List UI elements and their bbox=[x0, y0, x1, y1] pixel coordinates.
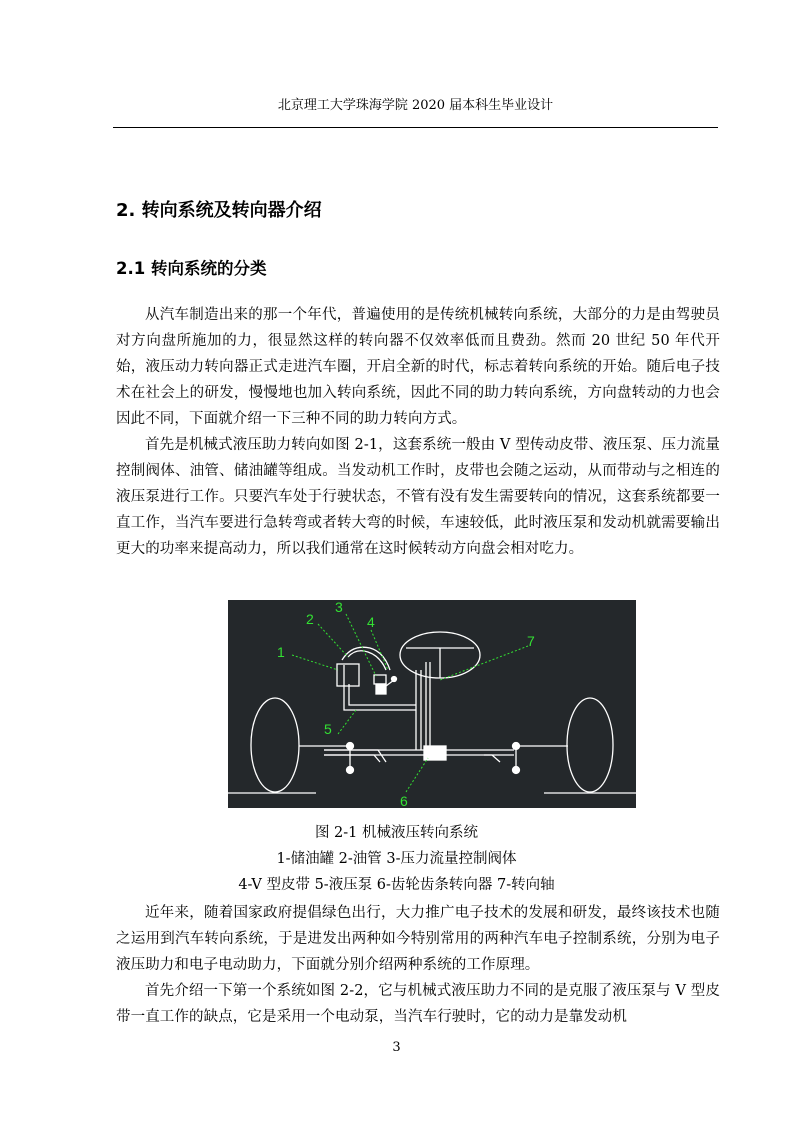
subsection-heading: 2.1 转向系统的分类 bbox=[116, 259, 267, 278]
label-4: 4 bbox=[367, 614, 375, 630]
paragraph-1: 从汽车制造出来的那一个年代，普遍使用的是传统机械转向系统，大部分的力是由驾驶员对方向盘所施加的力，很显然这样的转向器不仅效率低而且费劲。然而 20 世纪 50 年代开始，液压动力转向器正式走进汽车圈，开启全新的时代，标志着转向系统的开始。随后电子技术在社会上的研发，慢慢地也加入转向系统，因此不同的助力转向系统，方向盘转动的力也会因此不同，下面就介绍一下三种不同的助力转向方式。 bbox=[116, 307, 720, 427]
page-number: 3 bbox=[392, 1040, 401, 1055]
tie-rod-joint-left bbox=[347, 743, 354, 750]
section-heading: 2. 转向系统及转向器介绍 bbox=[116, 200, 322, 221]
paragraph-4: 首先介绍一下第一个系统如图 2-2，它与机械式液压助力不同的是克服了液压泵与 V 型皮带一直工作的缺点，它是采用一个电动泵，当汽车行驶时，它的动力是靠发动机 bbox=[116, 983, 720, 1025]
label-3: 3 bbox=[335, 600, 343, 615]
tie-rod-joint-right bbox=[513, 743, 520, 750]
figure-legend-line-2: 4-V 型皮带 5-液压泵 6-齿轮齿条转向器 7-转向轴 bbox=[238, 877, 555, 893]
paragraph-3: 近年来，随着国家政府提倡绿色出行，大力推广电子技术的发展和研发，最终该技术也随之运用到汽车转向系统，于是进发出两种如今特别常用的两种汽车电子控制系统，分别为电子液压助力和电子电动助力，下面就分别介绍两种系统的工作原理。 bbox=[116, 905, 720, 973]
figure-legend-line-1: 1-储油罐 2-油管 3-压力流量控制阀体 bbox=[276, 851, 517, 867]
knuckle-joint-right bbox=[513, 767, 520, 774]
label-5: 5 bbox=[324, 721, 332, 737]
page-header: 北京理工大学珠海学院 2020 届本科生毕业设计 bbox=[277, 98, 554, 113]
label-1: 1 bbox=[277, 644, 285, 660]
paragraph-2: 首先是机械式液压助力转向如图 2-1，这套系统一般由 V 型传动皮带、液压泵、压力流量控制阀体、油管、储油罐等组成。当发动机工作时，皮带也会随之运动，从而带动与之相连的液压泵进行工作。只要汽车处于行驶状态，不管有没有发生需要转向的情况，这套系统都要一直工作，当汽车要进行急转弯或者转大弯的时候，车速较低，此时液压泵和发动机就需要输出更大的功率来提高动力，所以我们通常在这时候转动方向盘会相对吃力。 bbox=[116, 437, 720, 557]
label-2: 2 bbox=[306, 611, 314, 627]
valve-body bbox=[376, 684, 386, 694]
steering-system-figure bbox=[228, 600, 636, 808]
knuckle-joint-left bbox=[347, 767, 354, 774]
gearbox bbox=[424, 746, 446, 760]
valve-knob bbox=[392, 677, 397, 682]
label-7: 7 bbox=[527, 633, 535, 649]
figure-caption: 图 2-1 机械液压转向系统 bbox=[314, 825, 479, 841]
figure-background bbox=[228, 600, 636, 808]
header-divider bbox=[113, 127, 718, 128]
label-6: 6 bbox=[400, 793, 408, 808]
